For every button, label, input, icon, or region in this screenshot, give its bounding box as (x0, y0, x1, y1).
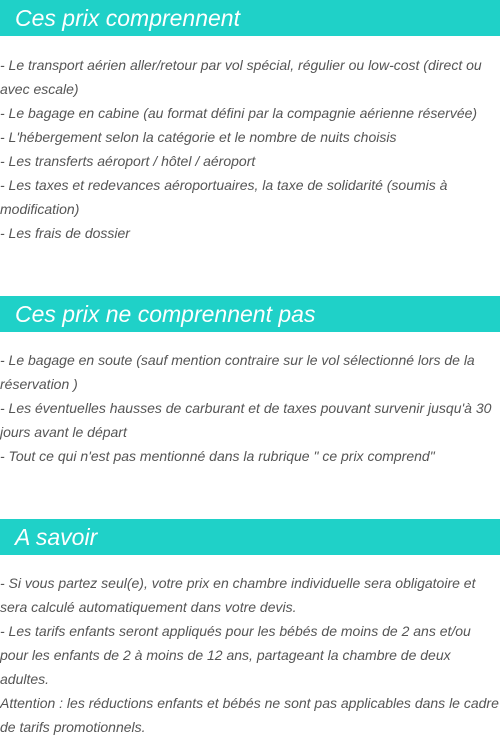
list-item: - Les taxes et redevances aéroportuaires, la taxe de solidarité (soumis à modification) (0, 177, 448, 217)
list-item: - Les tarifs enfants seront appliqués pour les bébés de moins de 2 ans et/ou pour les enfants de 2 à moins de 12 ans, partageant la chambre de deux adultes. (0, 623, 471, 687)
not-included-list (0, 348, 500, 468)
list-item: - Les éventuelles hausses de carburant et de taxes pouvant survenir jusqu'à 30 jours avant le départ (0, 400, 492, 440)
list-item: - L'hébergement selon la catégorie et le nombre de nuits choisis (0, 129, 397, 145)
list-item: - Le bagage en cabine (au format défini par la compagnie aérienne réservée) (0, 105, 478, 121)
list-item: - Les transferts aéroport / hôtel / aéroport (0, 153, 256, 169)
section-title-included: Ces prix comprennent (0, 0, 500, 36)
section-title-not-included: Ces prix ne comprennent pas (0, 296, 500, 332)
list-item: - Les frais de dossier (0, 225, 130, 241)
to-know-list (0, 571, 500, 739)
list-item: - Le bagage en soute (sauf mention contraire sur le vol sélectionné lors de la réservation ) (0, 352, 475, 392)
section-title-to-know: A savoir (0, 519, 500, 555)
list-item: - Le transport aérien aller/retour par vol spécial, régulier ou low-cost (direct ou avec escale) (0, 57, 482, 97)
list-item: - Tout ce qui n'est pas mentionné dans la rubrique " ce prix comprend" (0, 448, 435, 464)
list-item: - Si vous partez seul(e), votre prix en chambre individuelle sera obligatoire et sera calculé automatiquement dans votre devis. (0, 575, 476, 615)
list-item: Attention : les réductions enfants et bébés ne sont pas applicables dans le cadre de tarifs promotionnels. (0, 695, 499, 735)
included-list (0, 53, 500, 245)
